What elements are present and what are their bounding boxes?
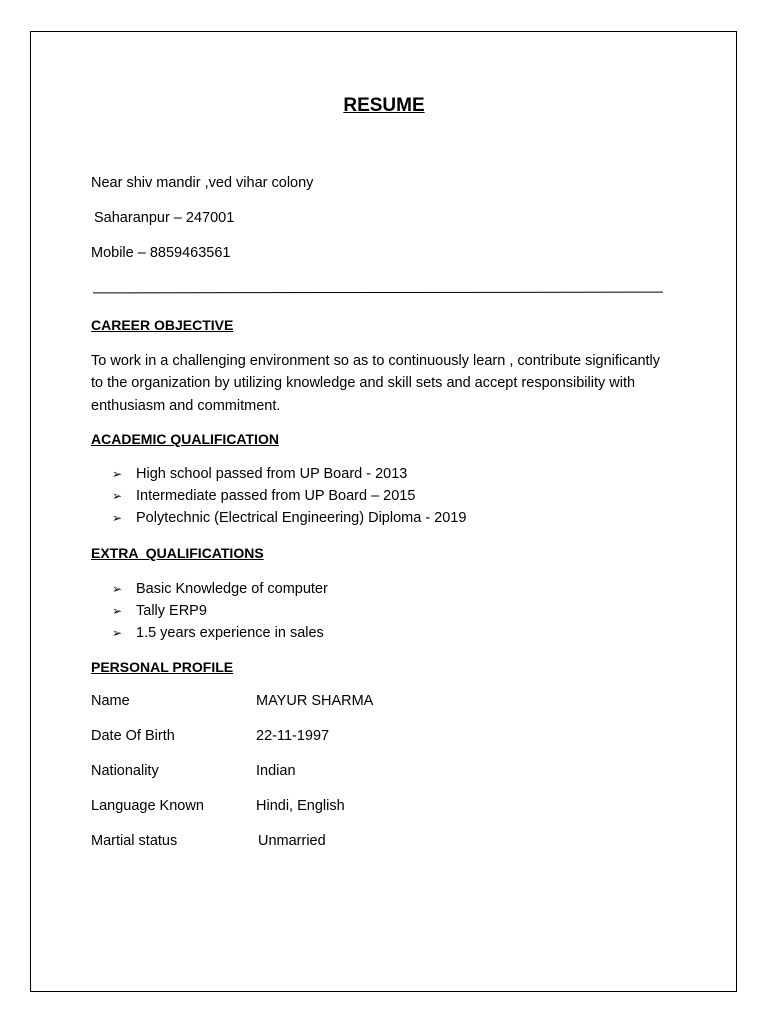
profile-label: Martial status bbox=[91, 833, 178, 849]
extra-qualifications-list bbox=[112, 578, 328, 644]
profile-label: Name bbox=[91, 693, 130, 709]
profile-label: Nationality bbox=[91, 763, 159, 779]
arrowhead-bullet-icon: ➢ bbox=[112, 511, 123, 525]
list-item: ➢ High school passed from UP Board - 2013 bbox=[112, 463, 466, 485]
arrowhead-bullet-icon: ➢ bbox=[112, 604, 123, 618]
list-item: ➢ Intermediate passed from UP Board – 2015 bbox=[112, 485, 466, 507]
list-item: ➢ Polytechnic (Electrical Engineering) Diploma - 2019 bbox=[112, 507, 466, 529]
list-item: ➢ Basic Knowledge of computer bbox=[112, 578, 328, 600]
profile-label: Language Known bbox=[91, 798, 204, 814]
profile-value: MAYUR SHARMA bbox=[256, 693, 374, 709]
profile-value: Unmarried bbox=[258, 833, 326, 849]
mobile-number: Mobile – 8859463561 bbox=[91, 245, 231, 261]
career-objective-heading: CAREER OBJECTIVE bbox=[91, 317, 234, 333]
profile-value: Indian bbox=[256, 763, 296, 779]
list-item: ➢ 1.5 years experience in sales bbox=[112, 622, 328, 644]
arrowhead-bullet-icon: ➢ bbox=[112, 467, 123, 481]
page-title: RESUME bbox=[343, 95, 425, 116]
career-objective-text: To work in a challenging environment so as to continuously learn , contribute significantly to the organization by utilizing knowledge and skill sets and accept responsibility with enthusiasm and commitment. bbox=[91, 353, 661, 414]
academic-heading: ACADEMIC QUALIFICATION bbox=[91, 431, 279, 447]
address-line-1: Near shiv mandir ,ved vihar colony bbox=[91, 175, 314, 191]
profile-value: 22-11-1997 bbox=[256, 728, 330, 744]
extra-qualifications-heading: EXTRA QUALIFICATIONS bbox=[91, 545, 264, 561]
profile-value: Hindi, English bbox=[256, 798, 345, 814]
academic-list bbox=[112, 463, 466, 529]
address-city: Saharanpur – 247001 bbox=[94, 210, 235, 226]
profile-label: Date Of Birth bbox=[91, 728, 175, 744]
personal-profile-heading: PERSONAL PROFILE bbox=[91, 659, 234, 675]
list-item: ➢ Tally ERP9 bbox=[112, 600, 328, 622]
arrowhead-bullet-icon: ➢ bbox=[112, 489, 123, 503]
arrowhead-bullet-icon: ➢ bbox=[112, 626, 123, 640]
arrowhead-bullet-icon: ➢ bbox=[112, 582, 123, 596]
